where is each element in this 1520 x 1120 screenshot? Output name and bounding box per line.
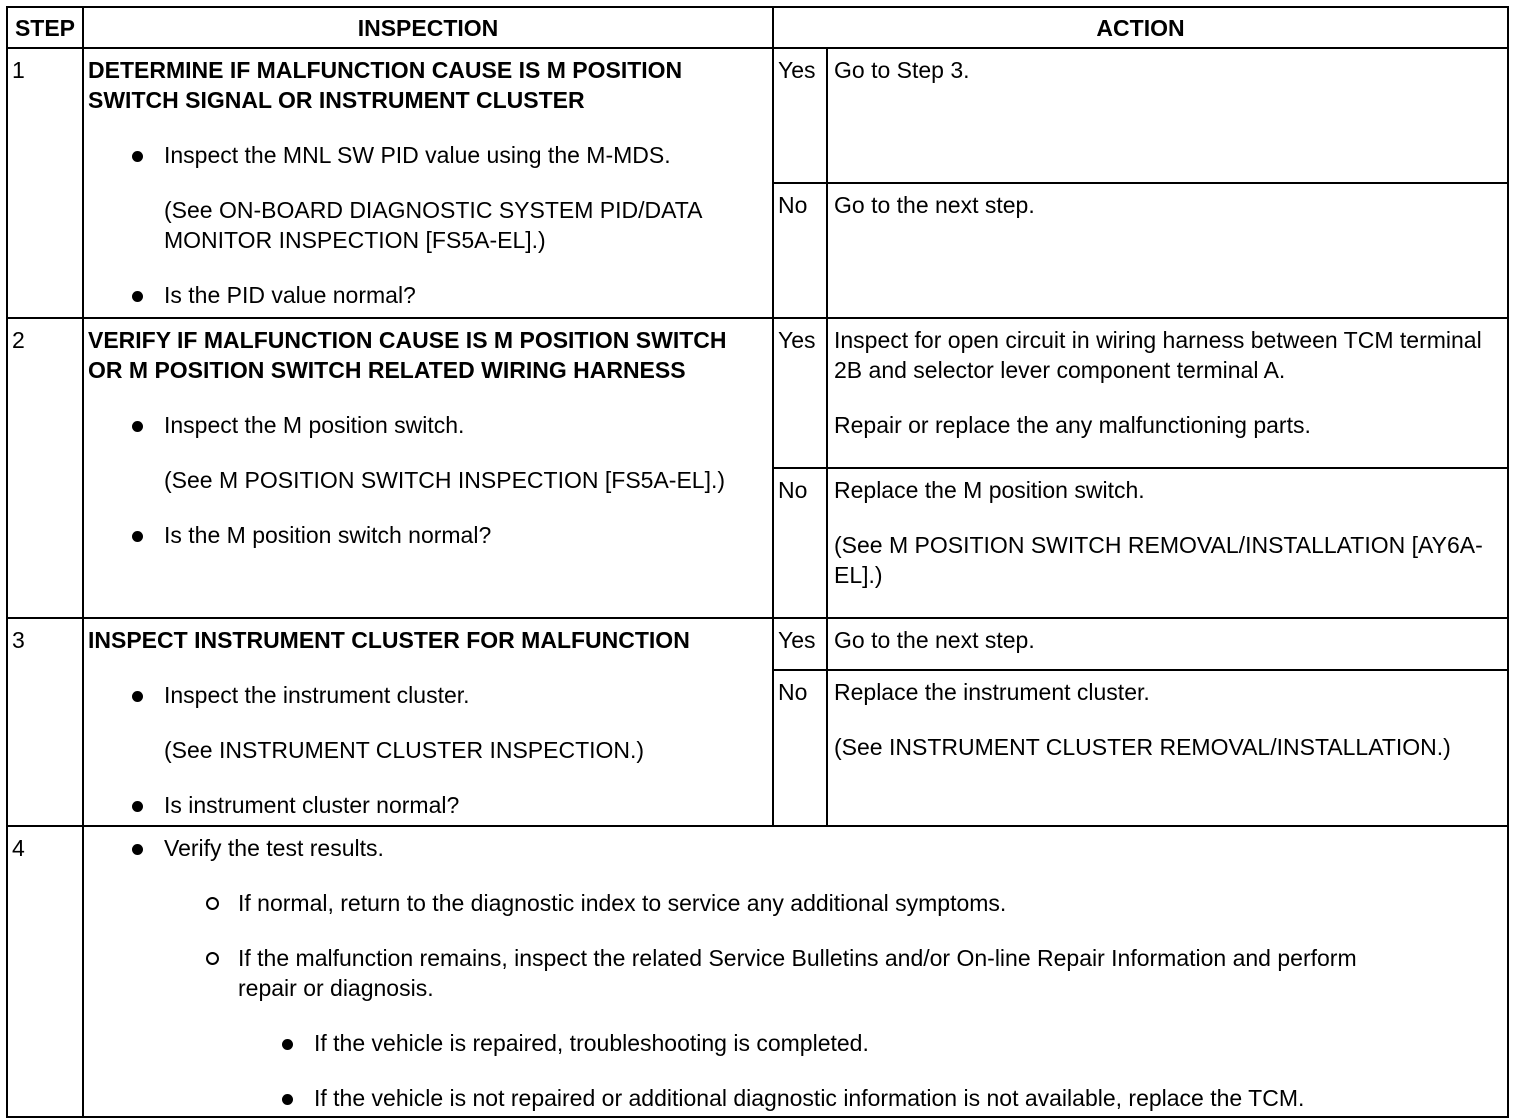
yes-action: Go to the next step. — [827, 618, 1508, 670]
bullet-circle-icon — [206, 897, 219, 910]
bullet-item: Inspect the instrument cluster. — [88, 680, 762, 710]
bullet-dot-icon — [282, 1039, 293, 1050]
bullet-dot-icon — [132, 151, 143, 162]
reference-text: (See INSTRUMENT CLUSTER INSPECTION.) — [164, 737, 645, 763]
step-1-inspection — [83, 48, 773, 318]
yes-action: Go to Step 3. — [827, 48, 1508, 183]
diagnostic-table — [6, 6, 1509, 1118]
step-1-yes-row — [7, 48, 1508, 183]
sub-sub-bullet-item: If the vehicle is repaired, troubleshooting is completed. — [88, 1028, 1497, 1058]
yes-label: Yes — [773, 48, 827, 183]
step-number: 3 — [7, 618, 83, 826]
yes-label: Yes — [773, 618, 827, 670]
yes-action — [827, 318, 1508, 468]
bullet-dot-icon — [132, 531, 143, 542]
no-action — [827, 468, 1508, 618]
bullet-item: Is the PID value normal? — [88, 280, 762, 310]
step-2-inspection — [83, 318, 773, 618]
bullet-item: Verify the test results. — [88, 833, 1497, 863]
no-label: No — [773, 183, 827, 318]
action-text: Repair or replace the any malfunctioning parts. — [834, 412, 1311, 438]
header-inspection: INSPECTION — [83, 7, 773, 48]
step-4-row — [7, 826, 1508, 1117]
step-number: 1 — [7, 48, 83, 318]
action-text: Replace the M position switch. — [834, 477, 1145, 503]
bullet-dot-icon — [132, 421, 143, 432]
bullet-circle-icon — [206, 952, 219, 965]
step-title: DETERMINE IF MALFUNCTION CAUSE IS M POSITION SWITCH SIGNAL OR INSTRUMENT CLUSTER — [88, 57, 683, 113]
no-action — [827, 670, 1508, 826]
bullet-dot-icon — [282, 1094, 293, 1105]
sub-bullet-item: If normal, return to the diagnostic index to service any additional symptoms. — [88, 888, 1497, 918]
step-title: VERIFY IF MALFUNCTION CAUSE IS M POSITION SWITCH OR M POSITION SWITCH RELATED WIRING HARNESS — [88, 327, 727, 383]
bullet-item: Inspect the M position switch. — [88, 410, 762, 440]
action-text: (See INSTRUMENT CLUSTER REMOVAL/INSTALLATION.) — [834, 734, 1451, 760]
bullet-dot-icon — [132, 801, 143, 812]
no-label: No — [773, 670, 827, 826]
bullet-item: Is the M position switch normal? — [88, 520, 762, 550]
no-label: No — [773, 468, 827, 618]
action-text: (See M POSITION SWITCH REMOVAL/INSTALLATION [AY6A-EL].) — [834, 532, 1483, 588]
bullet-item: Is instrument cluster normal? — [88, 790, 762, 820]
header-row — [7, 7, 1508, 48]
step-2-yes-row — [7, 318, 1508, 468]
action-text: Inspect for open circuit in wiring harness between TCM terminal 2B and selector lever component terminal A. — [834, 327, 1482, 383]
step-3-inspection — [83, 618, 773, 826]
sub-bullet-item: If the malfunction remains, inspect the related Service Bulletins and/or On-line Repair Information and perform repair or diagnosis. — [88, 943, 1497, 1003]
bullet-dot-icon — [132, 844, 143, 855]
bullet-dot-icon — [132, 691, 143, 702]
step-title: INSPECT INSTRUMENT CLUSTER FOR MALFUNCTION — [88, 627, 690, 653]
bullet-item: Inspect the MNL SW PID value using the M-MDS. — [88, 140, 762, 170]
sub-sub-bullet-item: If the vehicle is not repaired or additional diagnostic information is not available, replace the TCM. — [88, 1083, 1497, 1113]
reference-text: (See ON-BOARD DIAGNOSTIC SYSTEM PID/DATA MONITOR INSPECTION [FS5A-EL].) — [164, 197, 702, 253]
step-3-yes-row — [7, 618, 1508, 670]
step-4-content — [83, 826, 1508, 1117]
no-action: Go to the next step. — [827, 183, 1508, 318]
reference-text: (See M POSITION SWITCH INSPECTION [FS5A-EL].) — [164, 467, 726, 493]
header-step: STEP — [7, 7, 83, 48]
step-number: 4 — [7, 826, 83, 1117]
yes-label: Yes — [773, 318, 827, 468]
header-action: ACTION — [773, 7, 1508, 48]
step-number: 2 — [7, 318, 83, 618]
action-text: Replace the instrument cluster. — [834, 679, 1150, 705]
bullet-dot-icon — [132, 291, 143, 302]
